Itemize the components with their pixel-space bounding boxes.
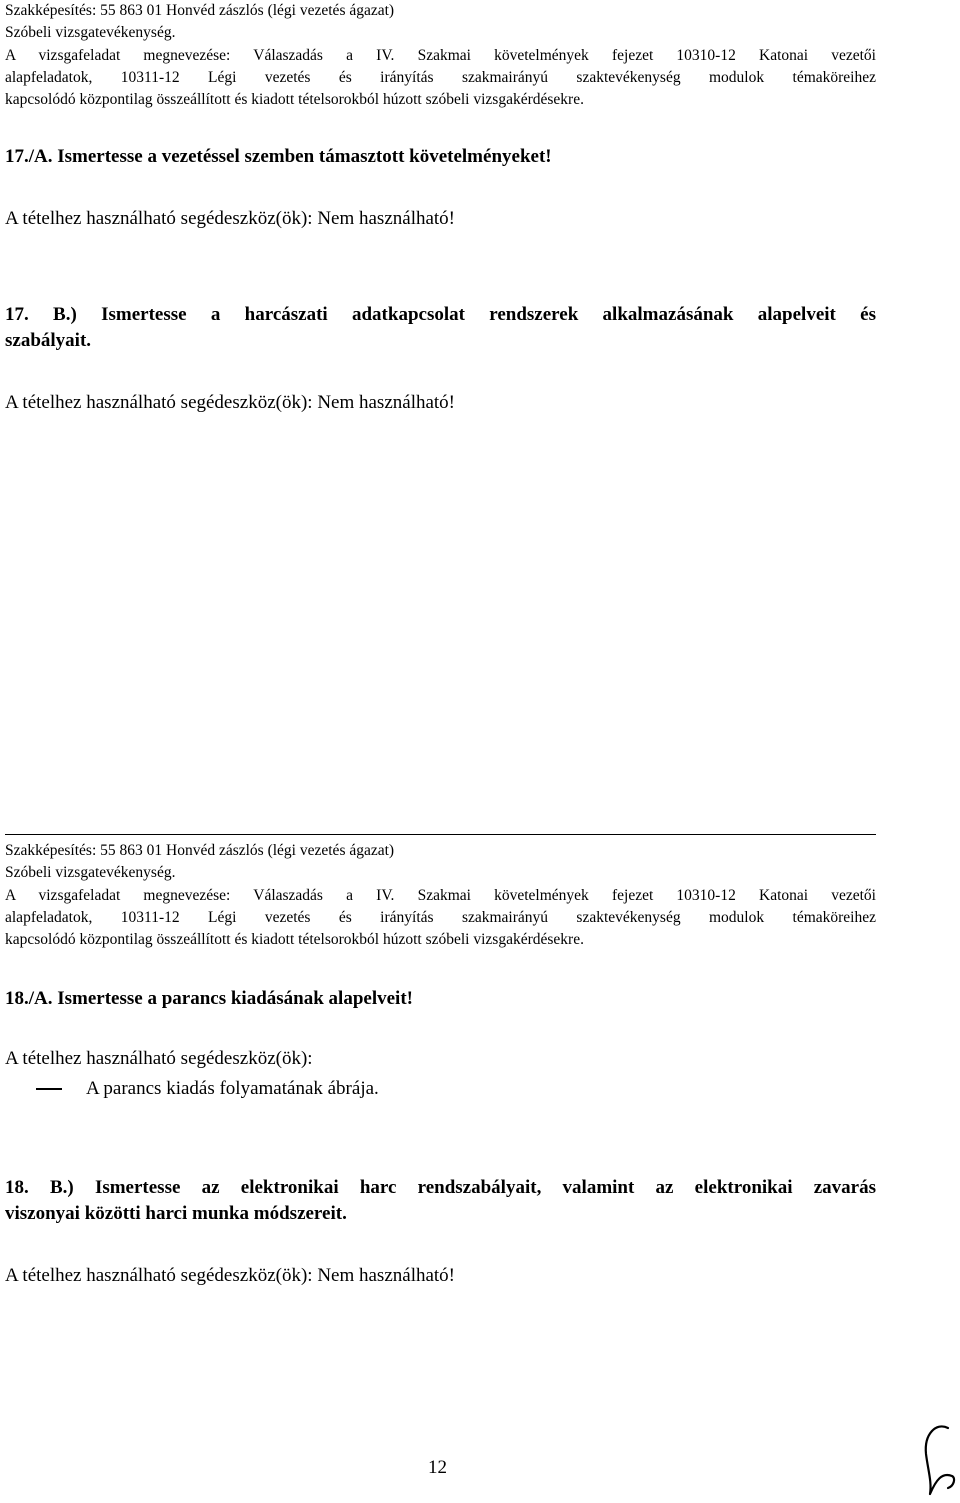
question-17b-title-line: szabályait. — [5, 330, 92, 351]
question-18b-title — [5, 1175, 876, 1227]
qualification-line: Szakképesítés: 55 863 01 Honvéd zászlós (légi vezetés ágazat) — [5, 2, 395, 19]
question-18b-title-line: 18. B.) Ismertesse az elektronikai harc rendszabályait, valamint az elektronikai zavarás — [5, 1177, 876, 1198]
task-name-line: A vizsgafeladat megnevezése: Válaszadás a IV. Szakmai követelmények fejezet 10310-12 Katonai vezetői — [5, 46, 876, 64]
question-17b-aids: A tételhez használható segédeszköz(ök): Nem használható! — [5, 392, 456, 413]
aid-item-text: A parancs kiadás folyamatának ábrája. — [86, 1078, 379, 1099]
question-18b-aids: A tételhez használható segédeszköz(ök): Nem használható! — [5, 1265, 456, 1286]
task-name-line: kapcsolódó központilag összeállított és kiadott tételsorokból húzott szóbeli vizsgakérdésekre. — [5, 91, 584, 109]
question-18a-aids: A tételhez használható segédeszköz(ök): — [5, 1048, 313, 1069]
question-17a-title: 17./A. Ismertesse a vezetéssel szemben támasztott követelményeket! — [5, 146, 552, 167]
question-17b-title-line: 17. B.) Ismertesse a harcászati adatkapcsolat rendszerek alkalmazásának alapelveit és — [5, 304, 876, 325]
exam-header-2 — [5, 840, 876, 951]
exam-header-1 — [5, 0, 876, 111]
aid-list-item — [36, 1076, 379, 1102]
task-name-line: alapfeladatok, 10311-12 Légi vezetés és irányítás szakmairányú szaktevékenység modulok témaköreihez — [5, 68, 876, 86]
question-17a-aids: A tételhez használható segédeszköz(ök): Nem használható! — [5, 208, 456, 229]
task-name-line: A vizsgafeladat megnevezése: Válaszadás a IV. Szakmai követelmények fejezet 10310-12 Katonai vezetői — [5, 886, 876, 904]
section-divider — [5, 834, 876, 835]
exam-activity-line: Szóbeli vizsgatevékenység. — [5, 24, 176, 42]
dash-bullet-icon — [36, 1088, 62, 1090]
signature-mark — [918, 1420, 958, 1500]
question-18a-title: 18./A. Ismertesse a parancs kiadásának alapelveit! — [5, 988, 413, 1009]
page-number: 12 — [428, 1457, 447, 1478]
qualification-line: Szakképesítés: 55 863 01 Honvéd zászlós (légi vezetés ágazat) — [5, 842, 395, 859]
exam-activity-line: Szóbeli vizsgatevékenység. — [5, 864, 176, 882]
task-name-line: alapfeladatok, 10311-12 Légi vezetés és irányítás szakmairányú szaktevékenység modulok témaköreihez — [5, 908, 876, 926]
task-name-line: kapcsolódó központilag összeállított és kiadott tételsorokból húzott szóbeli vizsgakérdésekre. — [5, 931, 584, 949]
question-17b-title — [5, 302, 876, 354]
question-18b-title-line: viszonyai közötti harci munka módszereit. — [5, 1203, 347, 1224]
